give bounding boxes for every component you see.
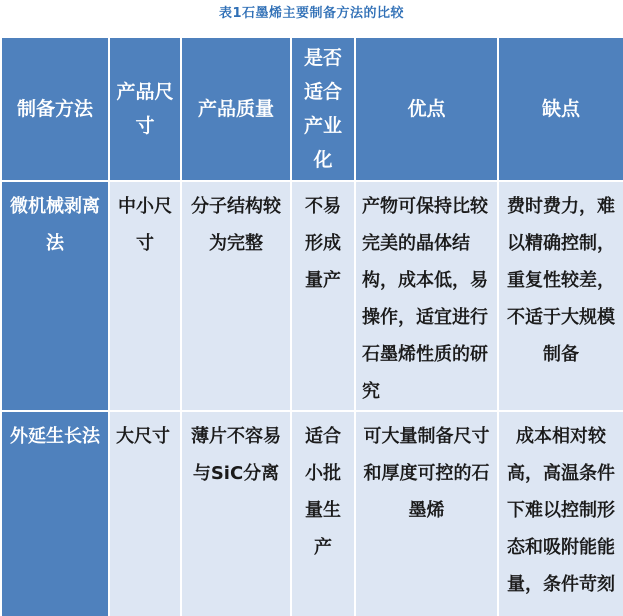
table-row xyxy=(1,181,623,411)
header-pros: 优点 xyxy=(355,37,498,181)
cell-size: 中小尺寸 xyxy=(109,181,181,411)
header-cons: 缺点 xyxy=(498,37,623,181)
cell-industrial: 适合小批量生产 xyxy=(291,411,355,616)
cell-method: 微机械剥离法 xyxy=(1,181,109,411)
table-caption: 表1石墨烯主要制备方法的比较 xyxy=(218,6,405,21)
table-row xyxy=(1,411,623,616)
cell-quality: 薄片不容易与SiC分离 xyxy=(181,411,291,616)
cell-cons: 成本相对较高，高温条件下难以控制形态和吸附能能量，条件苛刻 xyxy=(498,411,623,616)
header-method: 制备方法 xyxy=(1,37,109,181)
cell-size: 大尺寸 xyxy=(109,411,181,616)
comparison-table xyxy=(0,36,623,616)
cell-cons: 费时费力，难以精确控制，重复性较差，不适于大规模制备 xyxy=(498,181,623,411)
header-row xyxy=(1,37,623,181)
header-quality: 产品质量 xyxy=(181,37,291,181)
cell-quality: 分子结构较为完整 xyxy=(181,181,291,411)
cell-pros: 可大量制备尺寸和厚度可控的石墨烯 xyxy=(355,411,498,616)
cell-industrial: 不易形成量产 xyxy=(291,181,355,411)
cell-method: 外延生长法 xyxy=(1,411,109,616)
header-size: 产品尺寸 xyxy=(109,37,181,181)
header-industrial: 是否适合产业化 xyxy=(291,37,355,181)
cell-pros: 产物可保持比较完美的晶体结构，成本低，易操作，适宜进行石墨烯性质的研究 xyxy=(355,181,498,411)
